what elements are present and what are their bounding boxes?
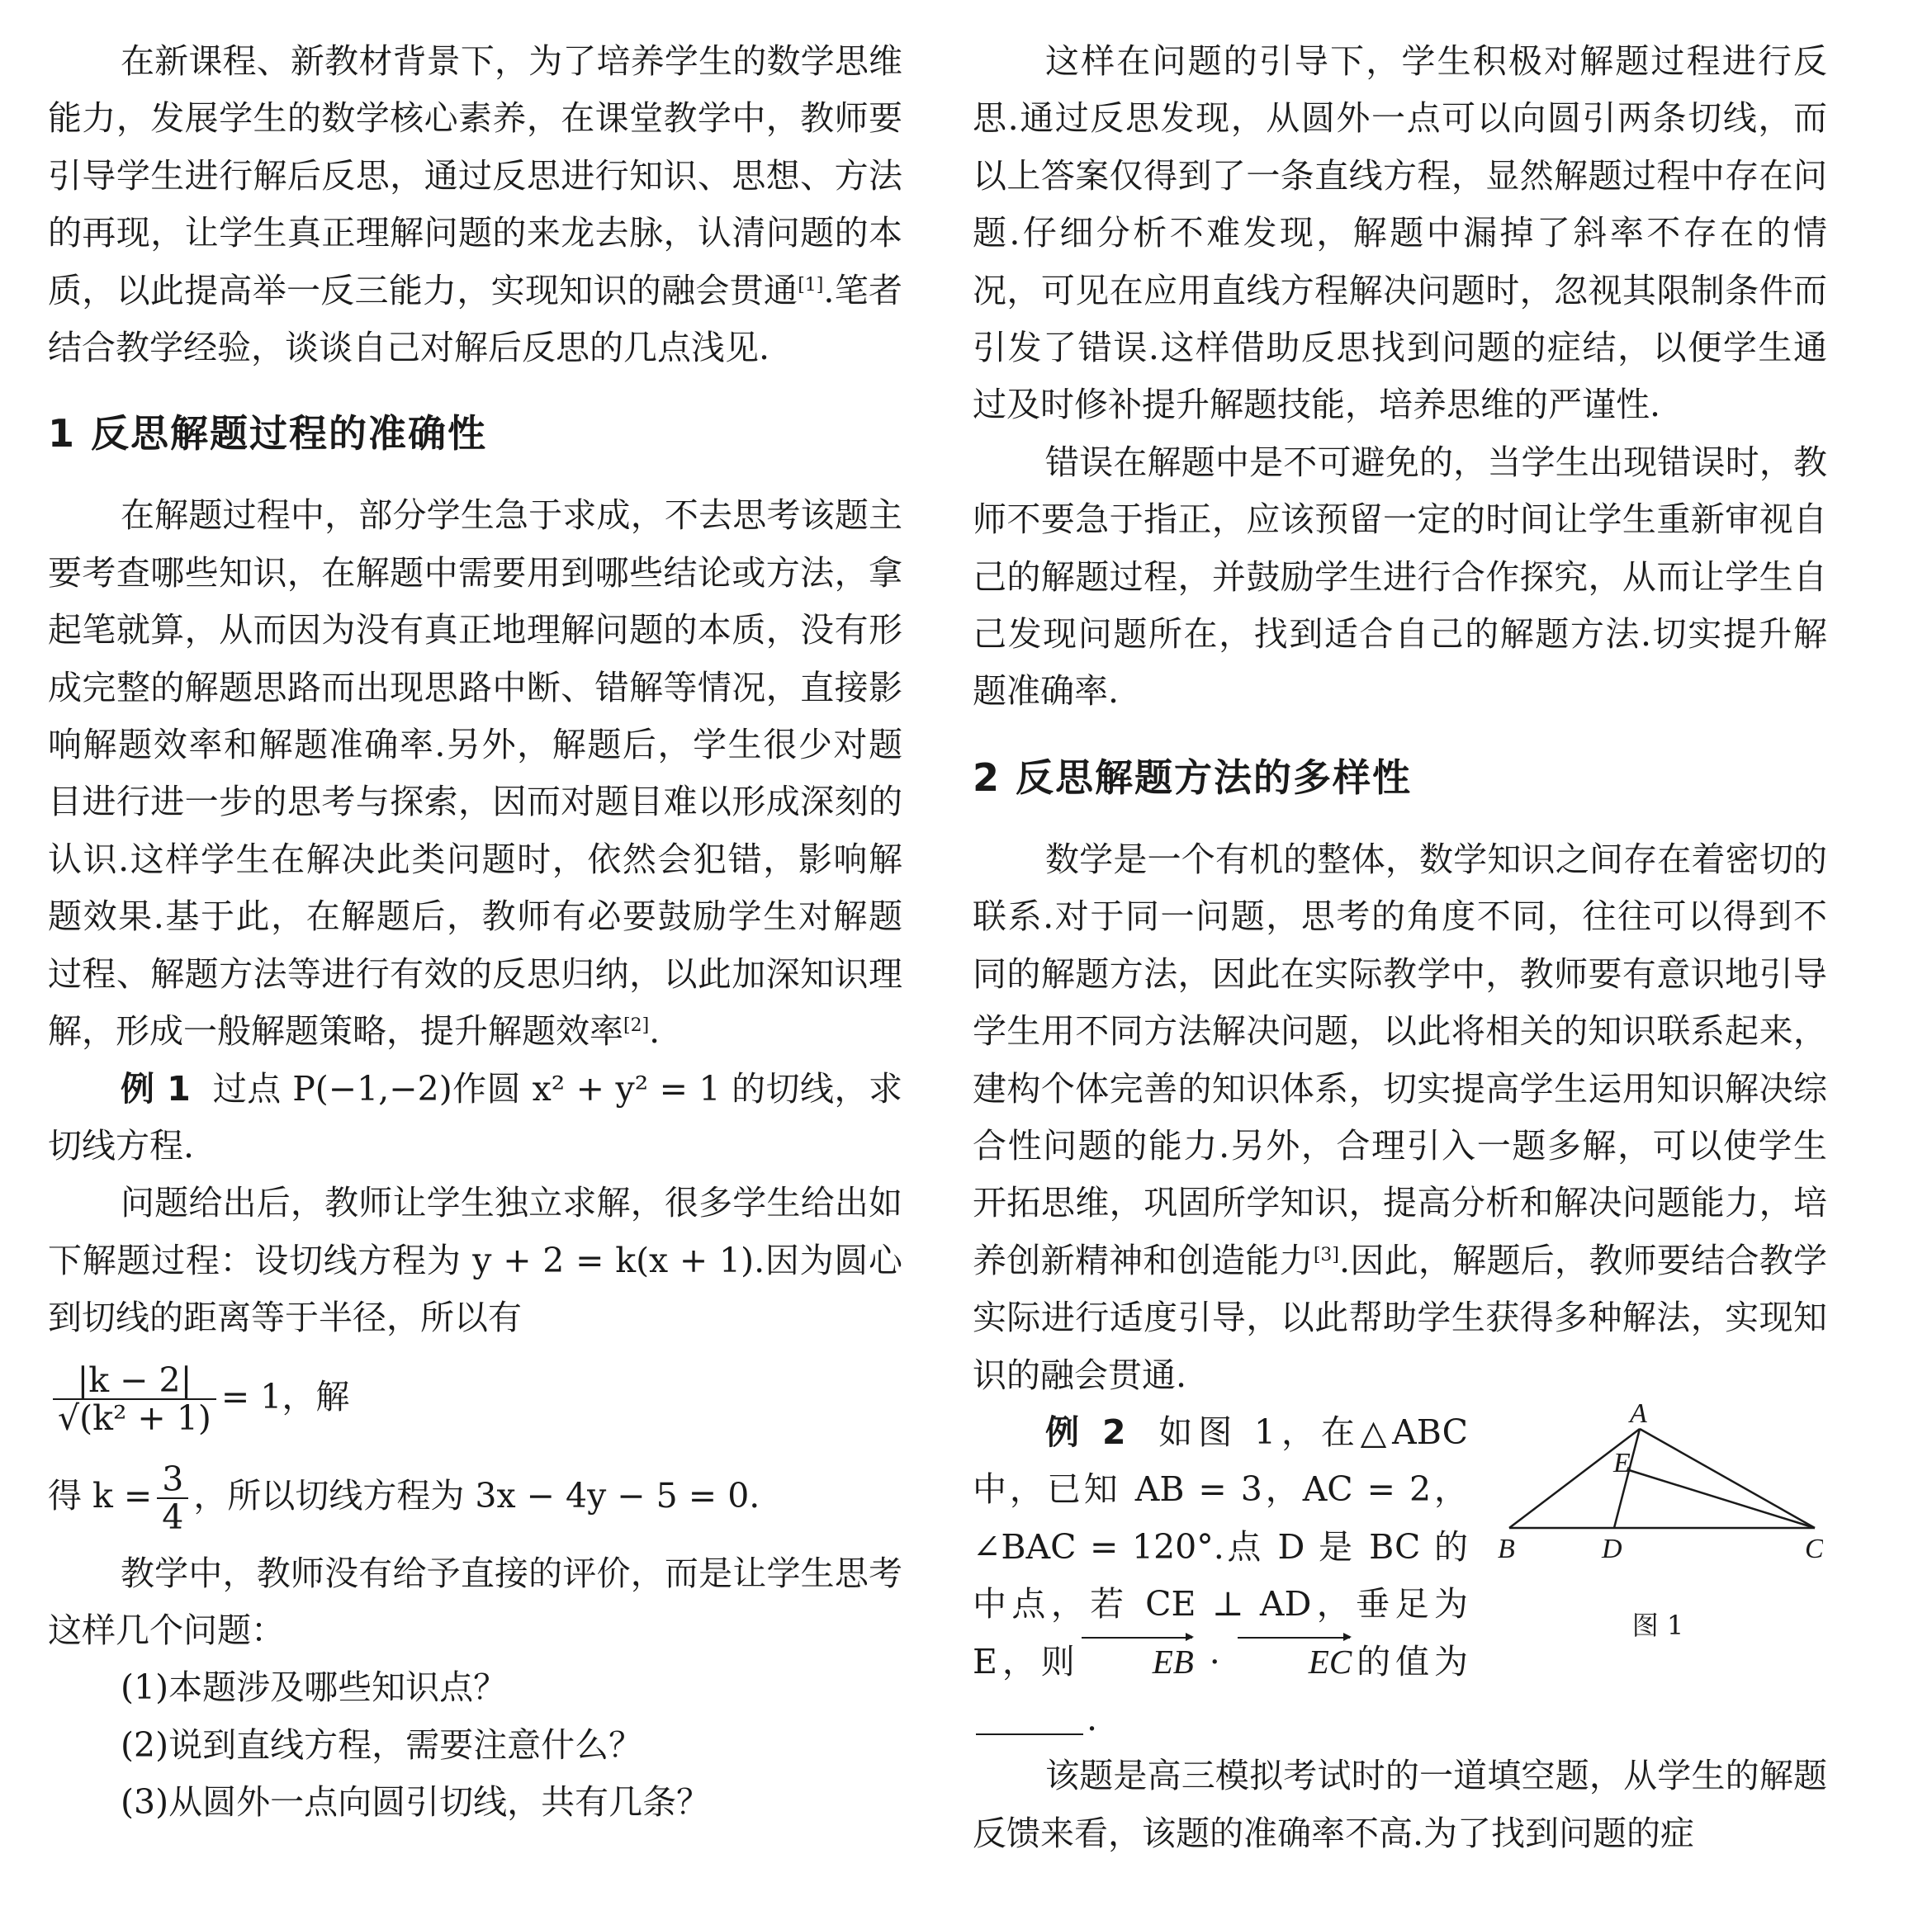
answer-blank (976, 1700, 1083, 1735)
right-column (973, 33, 1827, 1862)
segment-ad (1614, 1429, 1640, 1528)
intro-paragraph: 在新课程、新教材背景下，为了培养学生的数学思维能力，发展学生的数学核心素养，在课堂教学中，教师要引导学生进行解后反思，通过反思进行知识、思想、方法的再现，让学生真正理解问题的来龙去脉，认清问题的本质，以此提高举一反三能力，实现知识的融会贯通[1].笔者结合教学经验，谈谈自己对解后反思的几点浅见. (48, 41, 902, 368)
section2-heading: 2 反思解题方法的多样性 (973, 754, 1413, 800)
figure-caption: 图 1 (1631, 1609, 1684, 1641)
slope-fraction: $\frac{3}{4}$ (157, 1461, 188, 1535)
distance-fraction: $\frac{|k - 2|}{\text{√(k² + 1)}}$ (53, 1362, 216, 1436)
teaching-paragraph: 教学中，教师没有给予直接的评价，而是让学生思考这样几个问题： (48, 1553, 902, 1650)
triangle-diagram (1493, 1404, 1823, 1610)
question-2: (2)说到直线方程，需要注意什么？ (121, 1724, 643, 1765)
vector-eb: EB (1080, 1634, 1194, 1691)
section2-paragraph: 数学是一个有机的整体，数学知识之间存在着密切的联系.对于同一问题，思考的角度不同，往往可以得到不同的解题方法，因此在实际教学中，教师要有意识地引导学生用不同方法解决问题，以此将相关的知识联系起来，建构个体完善的知识体系，切实提高学生运用知识解决综合性问题的能力.另外，合理引入一题多解，可以使学生开拓思维，巩固所学知识，提高分析和解决问题能力，培养创新精神和创造能力[3].因此，解题后，教师要结合教学实际进行适度引导，以此帮助学生获得多种解法，实现知识的融会贯通. (973, 839, 1828, 1395)
label-a: A (1630, 1403, 1647, 1429)
example2-block (973, 1404, 1827, 1748)
vector-ec: EC (1236, 1634, 1352, 1691)
label-b: B (1498, 1533, 1515, 1564)
solution-result-line: 得 k = $\frac{3}{4}$ ，所以切线方程为 3x − 4y − 5 = 0. (48, 1459, 760, 1538)
label-d: D (1602, 1533, 1622, 1564)
closing-paragraph: 该题是高三模拟考试时的一道填空题，从学生的解题反馈来看，该题的准确率不高.为了找到问题的症 (973, 1756, 1827, 1853)
question-3: (3)从圆外一点向圆引切线，共有几条？ (121, 1782, 711, 1823)
label-c: C (1805, 1533, 1823, 1564)
label-e: E (1613, 1447, 1631, 1478)
segment-ac (1640, 1429, 1815, 1528)
example1: 例 1 过点 P(−1,−2)作圆 x² + y² = 1 的切线，求切线方程. (48, 1068, 902, 1166)
example2: 例 2 如图 1，在△ABC 中，已知 AB = 3，AC = 2，∠BAC = 120°.点 D 是 BC 的中点，若 CE ⊥ AD，垂足为 E，则 EB · EC的值为. (973, 1412, 1468, 1738)
figure-1 (1493, 1404, 1823, 1652)
solution-fraction-line: $\frac{|k - 2|}{\text{√(k² + 1)}}$ = 1，解 (48, 1347, 902, 1446)
reflection-paragraph: 这样在问题的引导下，学生积极对解题过程进行反思.通过反思发现，从圆外一点可以向圆引两条切线，而以上答案仅得到了一条直线方程，显然解题过程中存在问题.仔细分析不难发现，解题中漏掉了斜率不存在的情况，可见在应用直线方程解决问题时，忽视其限制条件而引发了错误.这样借助反思找到问题的症结，以便学生通过及时修补提升解题技能，培养思维的严谨性. (973, 41, 1827, 425)
error-paragraph: 错误在解题中是不可避免的，当学生出现错误时，教师不要急于指正，应该预留一定的时间让学生重新审视自己的解题过程，并鼓励学生进行合作探究，从而让学生自己发现问题所在，找到适合自己的解题方法.切实提升解题准确率. (973, 442, 1827, 712)
question-1: (1)本题涉及哪些知识点？ (121, 1667, 508, 1708)
segment-ab (1509, 1429, 1640, 1528)
section1-heading: 1 反思解题过程的准确性 (48, 411, 488, 456)
left-column (48, 33, 902, 1832)
segment-ce (1629, 1470, 1815, 1528)
section1-paragraph: 在解题过程中，部分学生急于求成，不去思考该题主要考查哪些知识，在解题中需要用到哪些结论或方法，拿起笔就算，从而因为没有真正地理解问题的本质，没有形成完整的解题思路而出现思路中断、错解等情况，直接影响解题效率和解题准确率.另外，解题后，学生很少对题目进行进一步的思考与探索，因而对题目难以形成深刻的认识.这样学生在解决此类问题时，依然会犯错，影响解题效果.基于此，在解题后，教师有必要鼓励学生对解题过程、解题方法等进行有效的反思归纳，以此加深知识理解，形成一般解题策略，提升解题效率[2]. (48, 495, 902, 1052)
solution-paragraph: 问题给出后，教师让学生独立求解，很多学生给出如下解题过程：设切线方程为 y + 2 = k(x + 1).因为圆心到切线的距离等于半径，所以有 (48, 1183, 902, 1338)
